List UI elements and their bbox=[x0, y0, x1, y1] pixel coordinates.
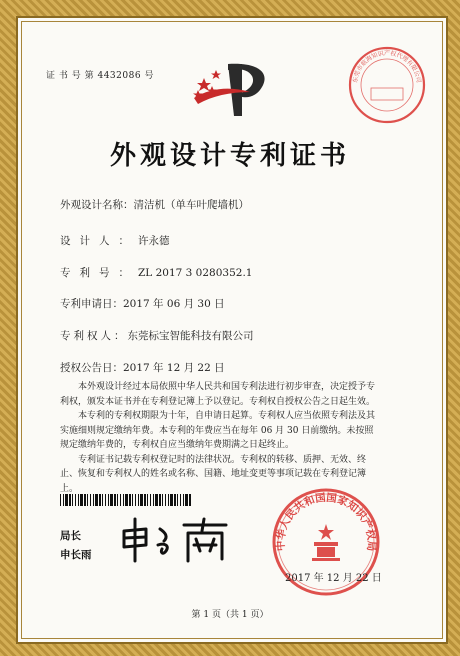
agency-stamp-text: 东莞市航海知识产权代理有限公司 bbox=[351, 50, 423, 84]
chief-name: 申长雨 bbox=[60, 549, 92, 561]
chief-title: 局长 bbox=[60, 530, 81, 542]
grant-date-row bbox=[60, 360, 225, 375]
certificate-number bbox=[46, 68, 154, 81]
body-paragraph-grant: 本外观设计经过本局依照中华人民共和国专利法进行初步审查，决定授予专利权，颁发本证书并在专利登记簿上予以登记。专利权自授权公告之日起生效。 bbox=[60, 382, 376, 407]
filing-date-label: 专利申请日： bbox=[60, 298, 123, 310]
designer-label: 设计人： bbox=[60, 235, 138, 247]
certificate-body-text bbox=[60, 380, 380, 496]
filing-date-row bbox=[60, 296, 225, 311]
barcode bbox=[60, 494, 192, 506]
patent-number-label: 专利号： bbox=[60, 267, 138, 279]
patentee-row bbox=[60, 328, 254, 343]
designer-value: 许永德 bbox=[138, 235, 170, 247]
body-paragraph-legal-status: 专利证书记载专利权登记时的法律状况。专利权的转移、质押、无效、终止、恢复和专利权人的姓名或名称、国籍、地址变更等事项记载在专利登记簿上。 bbox=[60, 454, 367, 494]
filing-date-value: 2017 年 06 月 30 日 bbox=[123, 298, 225, 310]
certificate-title: 外观设计专利证书 bbox=[109, 141, 350, 171]
seal-text: 中华人民共和国国家知识产权局 bbox=[274, 491, 378, 552]
body-paragraph-term: 本专利的专利权期限为十年，自申请日起算。专利权人应当依照专利法及其实施细则规定缴纳年费。本专利的年费应当在每年 06 月 30 日前缴纳。未按照规定缴纳年费的，专利权自应当缴纳年费期满之日起终止。 bbox=[60, 411, 376, 450]
agency-stamp bbox=[346, 44, 428, 126]
seal-date: 2017 年 12 月 22 日 bbox=[285, 573, 382, 584]
patentee-value: 东莞标宝智能科技有限公司 bbox=[127, 330, 254, 342]
page-number: 第 1 页（共 1 页） bbox=[191, 610, 269, 620]
patentee-label: 专利权人： bbox=[60, 330, 128, 342]
design-name-label: 外观设计名称： bbox=[60, 199, 134, 211]
design-name-row bbox=[60, 197, 249, 212]
patent-number-row bbox=[60, 265, 252, 280]
design-name-value: 清洁机（单车叶爬墙机） bbox=[133, 199, 249, 211]
grant-date-value: 2017 年 12 月 22 日 bbox=[123, 362, 225, 374]
grant-date-label: 授权公告日： bbox=[60, 362, 123, 374]
patent-office-emblem bbox=[190, 58, 280, 122]
certificate-number-value: 4432086 bbox=[97, 71, 142, 81]
certificate-number-label: 证 书 号 第 bbox=[46, 71, 95, 81]
signature bbox=[118, 515, 233, 565]
designer-row bbox=[60, 233, 170, 248]
patent-number-value: ZL 2017 3 0280352.1 bbox=[138, 267, 253, 279]
certificate-number-suffix: 号 bbox=[144, 71, 154, 81]
